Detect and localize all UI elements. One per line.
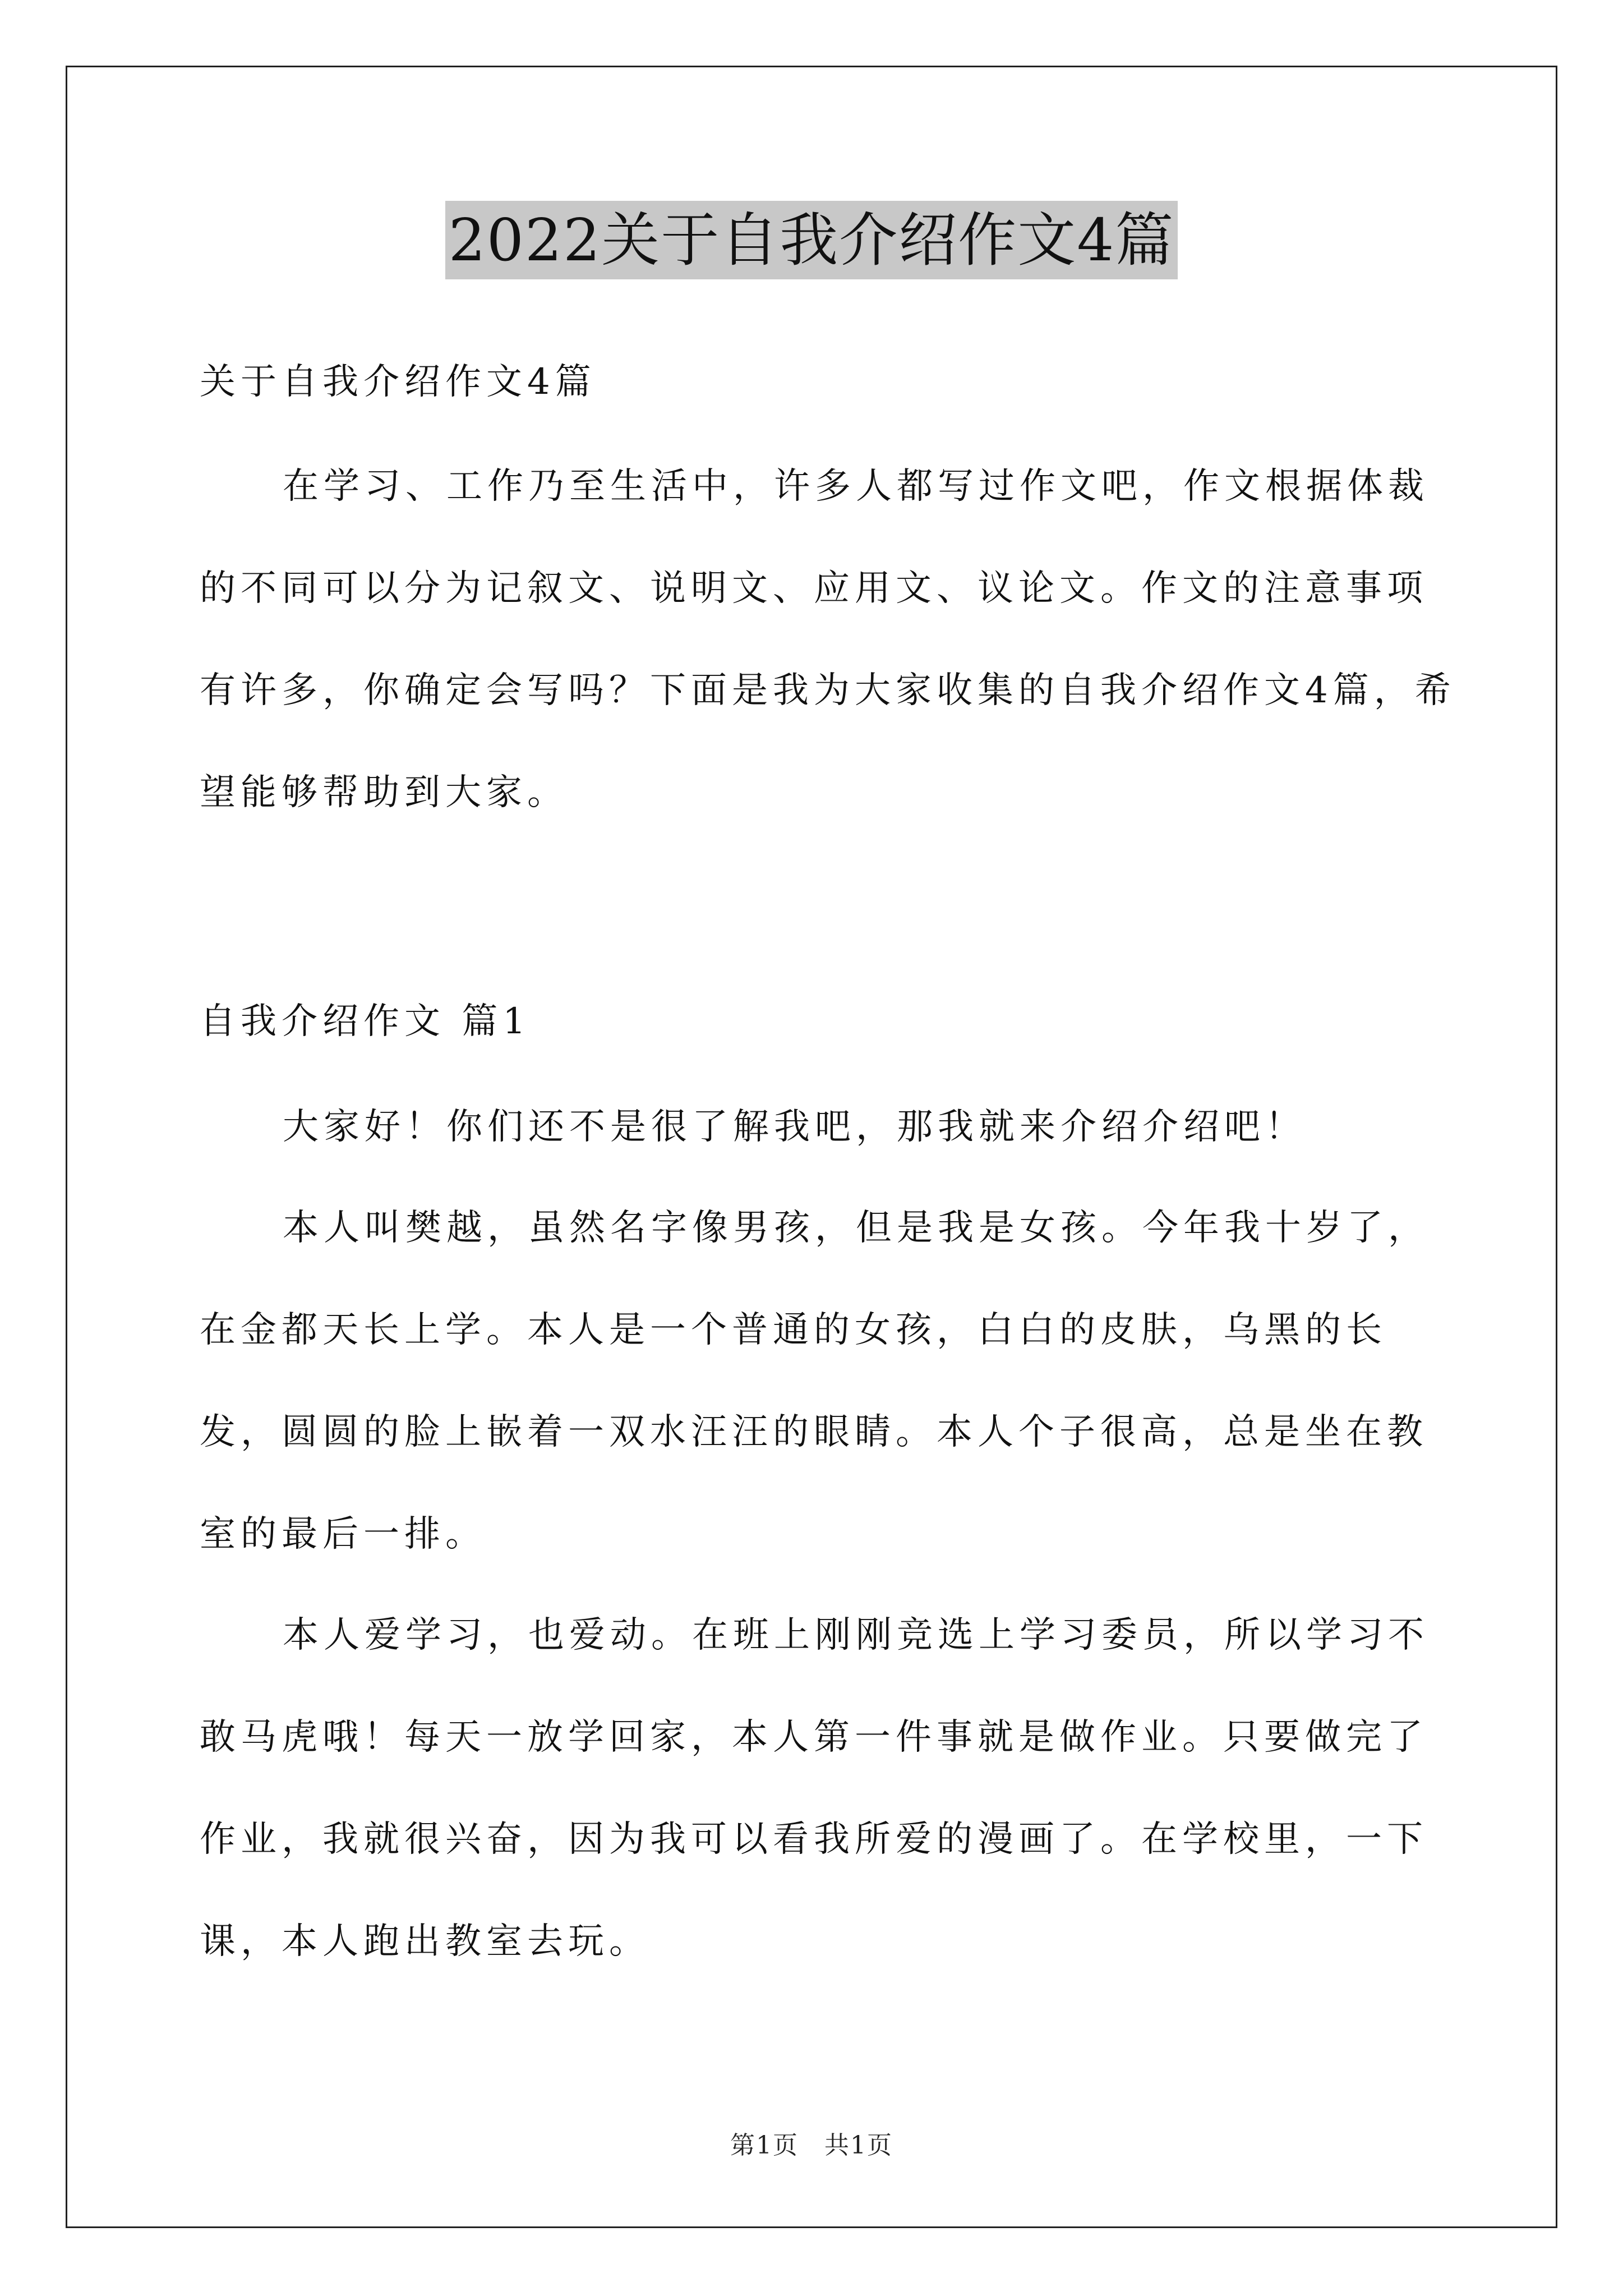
section-heading-block	[200, 970, 1456, 1073]
document-title: 2022关于自我介绍作文4篇	[445, 201, 1178, 279]
body-paragraph: 大家好！你们还不是很了解我吧，那我就来介绍介绍吧！	[283, 1106, 1306, 1148]
body-paragraph: 本人叫樊越，虽然名字像男孩，但是我是女孩。今年我十岁了，在金都天长上学。本人是一个普通的女孩，白白的皮肤，乌黑的长发，圆圆的脸上嵌着一双水汪汪的眼睛。本人个子很高，总是坐在教室的最后一排。	[200, 1207, 1429, 1555]
intro-paragraph: 在学习、工作乃至生活中，许多人都写过作文吧，作文根据体裁的不同可以分为记叙文、说明文、应用文、议论文。作文的注意事项有许多，你确定会写吗？下面是我为大家收集的自我介绍作文4篇，希望能够帮助到大家。	[200, 466, 1456, 813]
intro-paragraph-block	[200, 435, 1456, 844]
paragraph-block	[200, 1177, 1456, 1585]
paragraph-block	[200, 1076, 1456, 1178]
document-subtitle	[200, 331, 1456, 433]
section-heading: 自我介绍作文 篇1	[200, 1001, 531, 1042]
title-wrapper	[0, 201, 1623, 279]
body-paragraph: 本人爱学习，也爱动。在班上刚刚竞选上学习委员，所以学习不敢马虎哦！每天一放学回家，本人第一件事就是做作业。只要做完了作业，我就很兴奋，因为我可以看我所爱的漫画了。在学校里，一下课，本人跑出教室去玩。	[200, 1614, 1429, 1962]
subtitle-text: 关于自我介绍作文4篇	[200, 361, 596, 403]
paragraph-block	[200, 1584, 1456, 1993]
page-footer: 第1页 共1页	[730, 2131, 893, 2160]
